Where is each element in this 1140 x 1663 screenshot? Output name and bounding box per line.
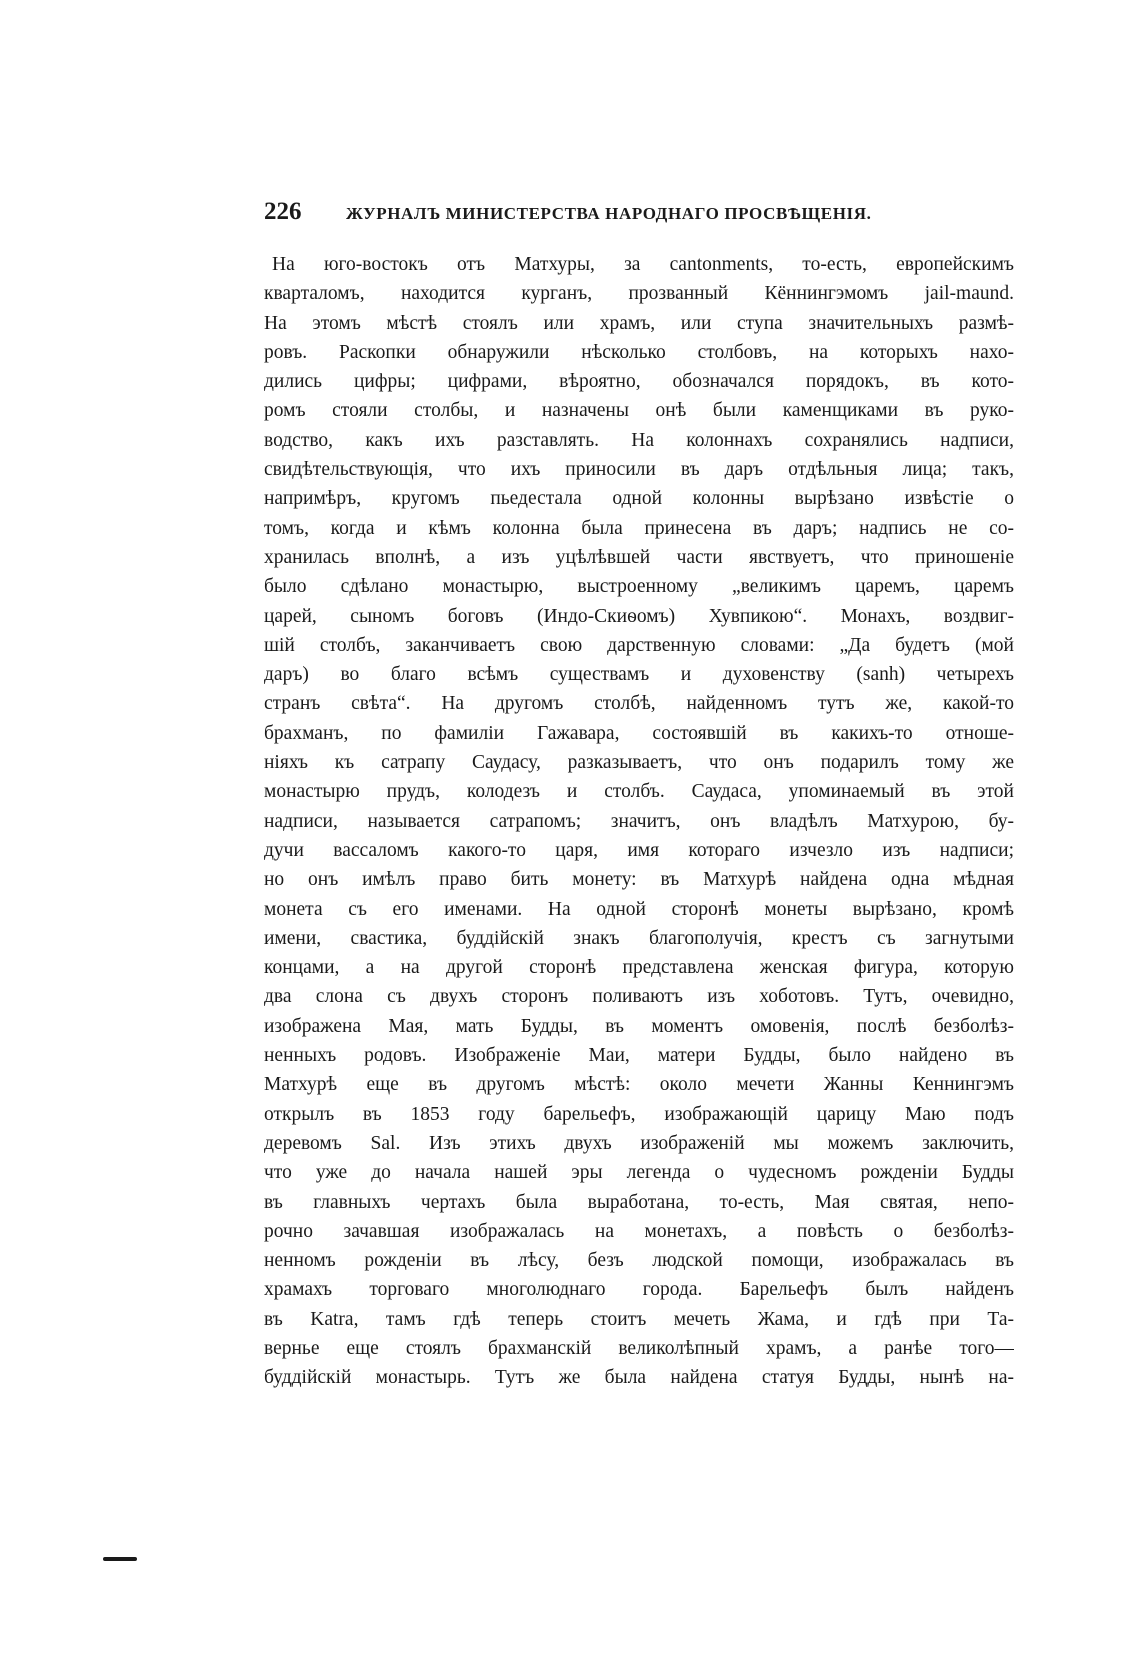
text-line: кварталомъ, находится курганъ, прозванный Кённингэмомъ jail-maund. [264, 283, 1014, 305]
text-line: концами, а на другой сторонѣ представлена женская фигура, которую [264, 957, 1014, 979]
text-line: хранилась вполнѣ, а изъ уцѣлѣвшей части явствуетъ, что приношеніе [264, 546, 1014, 568]
text-line: ніяхъ къ сатрапу Саудасу, разказываетъ, что онъ подарилъ тому же [264, 752, 1014, 774]
text-line: шій столбъ, заканчиваетъ свою дарственную словами: „Да будетъ (мой [264, 634, 1014, 656]
text-line: дились цифры; цифрами, вѣроятно, обозначался порядокъ, въ кото- [264, 371, 1014, 393]
text-line: имени, свастика, буддійскій знакъ благополучія, крестъ съ загнутыми [264, 927, 1014, 949]
text-line: деревомъ Sal. Изъ этихъ двухъ изображеній мы можемъ заключить, [264, 1132, 1014, 1154]
margin-mark [103, 1557, 137, 1561]
text-line: въ главныхъ чертахъ была выработана, то-есть, Мая святая, непо- [264, 1191, 1014, 1213]
text-line: храмахъ торговаго многолюднаго города. Барельефъ былъ найденъ [264, 1279, 1014, 1301]
journal-title: ЖУРНАЛЪ МИНИСТЕРСТВА НАРОДНАГО ПРОСВѢЩЕНІЯ. [346, 204, 872, 223]
text-line: буддійскій монастырь. Тутъ же была найдена статуя Будды, нынѣ на- [264, 1367, 1014, 1389]
text-line: странъ свѣта“. На другомъ столбѣ, найденномъ тутъ же, какой-то [264, 693, 1014, 715]
running-head [264, 198, 1014, 230]
text-line: брахманъ, по фамиліи Гажавара, состоявшій въ какихъ-то отноше- [264, 722, 1014, 744]
body-text [264, 250, 1014, 1393]
text-line: но онъ имѣлъ право бить монету: въ Матхурѣ найдена одна мѣдная [264, 869, 1014, 891]
text-line: ненныхъ родовъ. Изображеніе Маи, матери Будды, было найдено въ [264, 1045, 1014, 1067]
text-line: водство, какъ ихъ разставлять. На колоннахъ сохранялись надписи, [264, 429, 1014, 451]
text-line: открылъ въ 1853 году барельефъ, изображающій царицу Маю подъ [264, 1103, 1014, 1125]
text-line: ненномъ рожденіи въ лѣсу, безъ людской помощи, изображалась въ [264, 1250, 1014, 1272]
text-line: даръ) во благо всѣмъ существамъ и духовенству (sanh) четырехъ [264, 664, 1014, 686]
text-line: монастырю прудъ, колодезъ и столбъ. Саудаса, упоминаемый въ этой [264, 781, 1014, 803]
text-line: монета съ его именами. На одной сторонѣ монеты вырѣзано, кромѣ [264, 898, 1014, 920]
text-line: дучи вассаломъ какого-то царя, имя котораго изчезло изъ надписи; [264, 839, 1014, 861]
text-line: вернье еще стоялъ брахманскій великолѣпный храмъ, а ранѣе того— [264, 1337, 1014, 1359]
text-line: надписи, называется сатрапомъ; значитъ, онъ владѣлъ Матхурою, бу- [264, 810, 1014, 832]
text-line: ровъ. Раскопки обнаружили нѣсколько столбовъ, на которыхъ нахо- [264, 341, 1014, 363]
text-line: ромъ стояли столбы, и назначены онѣ были каменщиками въ руко- [264, 400, 1014, 422]
text-line: томъ, когда и кѣмъ колонна была принесена въ даръ; надпись не со- [264, 517, 1014, 539]
text-line: изображена Мая, мать Будды, въ моментъ омовенія, послѣ безболѣз- [264, 1015, 1014, 1037]
page-number: 226 [264, 198, 302, 225]
text-line: рочно зачавшая изображалась на монетахъ, а повѣсть о безболѣз- [264, 1220, 1014, 1242]
text-line: два слона съ двухъ сторонъ поливаютъ изъ хоботовъ. Тутъ, очевидно, [264, 986, 1014, 1008]
text-line: что уже до начала нашей эры легенда о чудесномъ рожденіи Будды [264, 1162, 1014, 1184]
text-line: На этомъ мѣстѣ стоялъ или храмъ, или ступа значительныхъ размѣ- [264, 312, 1014, 334]
text-line: царей, сыномъ боговъ (Индо-Скиѳомъ) Хувпикою“. Монахъ, воздвиг- [264, 605, 1014, 627]
text-line: Матхурѣ еще въ другомъ мѣстѣ: около мечети Жанны Кеннингэмъ [264, 1074, 1014, 1096]
text-line: въ Katra, тамъ гдѣ теперь стоитъ мечеть Жама, и гдѣ при Та- [264, 1308, 1014, 1330]
text-line: свидѣтельствующія, что ихъ приносили въ даръ отдѣльныя лица; такъ, [264, 459, 1014, 481]
text-line: было сдѣлано монастырю, выстроенному „великимъ царемъ, царемъ [264, 576, 1014, 598]
text-line: На юго-востокъ отъ Матхуры, за cantonments, то-есть, европейскимъ [272, 254, 1014, 275]
text-line: напримѣръ, кругомъ пьедестала одной колонны вырѣзано извѣстіе о [264, 488, 1014, 510]
